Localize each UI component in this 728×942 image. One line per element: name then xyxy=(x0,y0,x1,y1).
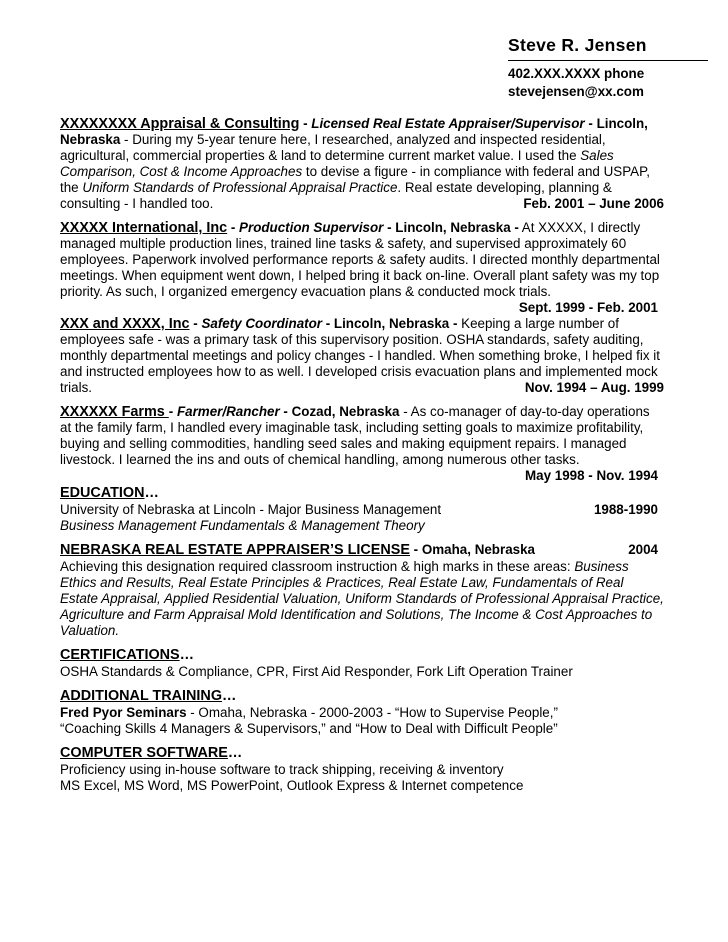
job-entry xyxy=(60,116,664,212)
job-title: Licensed Real Estate Appraiser/Supervisor xyxy=(311,116,585,131)
software-line: MS Excel, MS Word, MS PowerPoint, Outlook Express & Internet competence xyxy=(60,778,524,793)
job-description: XXXXX International, Inc - Production Supervisor - Lincoln, Nebraska - At XXXXX, I directly managed multiple production lines, trained line tasks & safety, and supervised approximately 60 employees. Paperwork involved performance reports & safety audits. I directed monthly departmental meetings. When equipment went down, I helped bring it back on-line. Overall plant safety was my top priority. As such, I organized emergency evacuation plans & conducted mock trials. xyxy=(60,220,660,299)
certifications-list: OSHA Standards & Compliance, CPR, First Aid Responder, Fork Lift Operation Trainer xyxy=(60,664,573,679)
section-heading: EDUCATION… xyxy=(60,485,159,501)
software-section xyxy=(60,744,664,794)
education-section xyxy=(60,484,664,534)
education-courses: Business Management Fundamentals & Management Theory xyxy=(60,518,425,533)
resume-body xyxy=(60,116,664,801)
applicant-name: Steve R. Jensen xyxy=(508,34,708,61)
section-heading: CERTIFICATIONS… xyxy=(60,647,195,663)
section-heading: NEBRASKA REAL ESTATE APPRAISER’S LICENSE - Omaha, Nebraska 2004 xyxy=(60,541,664,559)
company-name: XXXXX International, Inc xyxy=(60,220,228,236)
job-title: Farmer/Rancher xyxy=(176,404,280,419)
job-location: Lincoln, Nebraska - xyxy=(333,316,458,331)
training-section xyxy=(60,687,664,737)
software-line: Proficiency using in-house software to track shipping, receiving & inventory xyxy=(60,762,504,777)
job-dates: May 1998 - Nov. 1994 xyxy=(525,468,658,483)
email-address: stevejensen@xx.com xyxy=(508,84,644,99)
job-title: Safety Coordinator xyxy=(201,316,322,331)
job-dates: Nov. 1994 – Aug. 1999 xyxy=(524,380,664,395)
training-line: “Coaching Skills 4 Managers & Supervisors,” and “How to Deal with Difficult People” xyxy=(60,721,558,736)
certifications-section xyxy=(60,646,664,680)
section-heading: ADDITIONAL TRAINING… xyxy=(60,688,237,704)
company-name: XXXXXXXX Appraisal & Consulting xyxy=(60,116,300,132)
company-name: XXXXXX Farms xyxy=(60,404,169,420)
phone-number: 402.XXX.XXXX phone xyxy=(508,66,645,81)
school-name: University of Nebraska at Lincoln - Major Business Management xyxy=(60,502,442,517)
license-year: 2004 xyxy=(628,542,658,557)
job-location: Cozad, Nebraska xyxy=(291,404,400,419)
license-description: Achieving this designation required classroom instruction & high marks in these areas: Business Ethics and Results, Real Estate Principles & Practices, Real Estate Law, Fundamentals of Real Estate Appraisal, Applied Residential Valuation, Uniform Standards of Professional Appraisal Practice, Agriculture and Farm Appraisal Mold Identification and Solutions, The Income & Cost Approaches to Valuation. xyxy=(60,559,664,638)
training-line: Fred Pyor Seminars - Omaha, Nebraska - 2000-2003 - “How to Supervise People,” xyxy=(60,705,558,720)
education-years: 1988-1990 xyxy=(593,502,658,517)
job-entry xyxy=(60,316,664,396)
job-location: Lincoln, Nebraska xyxy=(60,116,648,147)
job-entry xyxy=(60,404,664,484)
contact-header xyxy=(508,34,708,101)
job-location: Lincoln, Nebraska - xyxy=(395,220,519,235)
company-name: XXX and XXXX, Inc xyxy=(60,316,190,332)
job-dates: Feb. 2001 – June 2006 xyxy=(523,196,664,211)
license-section xyxy=(60,541,664,639)
job-description: XXXXXX Farms - Farmer/Rancher - Cozad, Nebraska - As co-manager of day-to-day operations at the family farm, I handled every imaginable task, including setting goals to maximize profitability, buying and selling commodities, handling seed sales and making equipment repairs. I managed livestock. I learned the ins and outs of chemical handling, among numerous other tasks. xyxy=(60,404,650,467)
job-description: XXXXXXXX Appraisal & Consulting - Licensed Real Estate Appraiser/Supervisor - Lincoln, Nebraska - During my 5-year tenure here, I researched, analyzed and inspected residential, agricultural, commercial properties & land to determine current market value. I used the Sales Comparison, Cost & Income Approaches to devise a figure - in compliance with federal and USPAP, the Uniform Standards of Professional Appraisal Practice. Real estate developing, planning & consulting - I handled too. Feb. 2001 – June 2006 xyxy=(60,116,664,211)
section-heading: COMPUTER SOFTWARE… xyxy=(60,745,243,761)
job-entry xyxy=(60,220,664,316)
job-description: XXX and XXXX, Inc - Safety Coordinator - Lincoln, Nebraska - Keeping a large number of employees safe - was a primary task of this supervisory position. OSHA standards, safety auditing, monthly departmental meetings and policy changes - I handled. When something broke, I helped fix it and instructed employees how to as well. I developed crisis evacuation plans and implemented mock trials. Nov. 1994 – Aug. 1999 xyxy=(60,316,664,395)
job-title: Production Supervisor xyxy=(239,220,384,235)
job-dates: Sept. 1999 - Feb. 2001 xyxy=(518,300,658,315)
